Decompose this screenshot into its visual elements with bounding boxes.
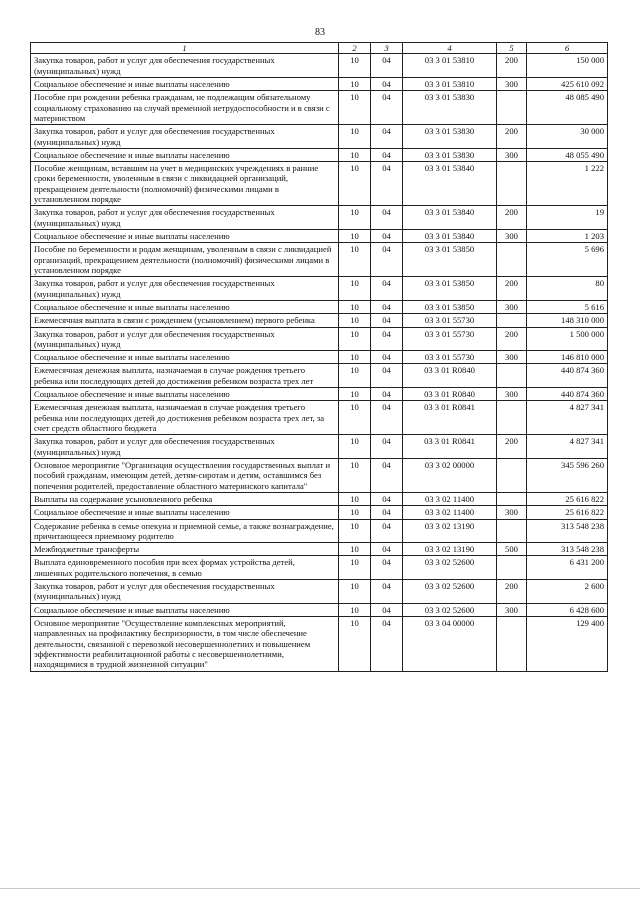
row-name: Закупка товаров, работ и услуг для обеспечения государственных (муниципальных) нужд [31,54,339,78]
row-amount: 313 548 238 [527,519,608,543]
row-name: Закупка товаров, работ и услуг для обеспечения государственных (муниципальных) нужд [31,580,339,604]
table-row [31,580,608,604]
row-section: 10 [339,401,371,435]
table-row [31,401,608,435]
row-expense-type: 200 [497,54,527,78]
row-name: Межбюджетные трансферты [31,543,339,556]
row-subsection: 04 [371,314,403,327]
row-subsection: 04 [371,206,403,230]
row-amount: 30 000 [527,125,608,149]
row-section: 10 [339,243,371,277]
table-row [31,556,608,580]
row-name: Закупка товаров, работ и услуг для обеспечения государственных (муниципальных) нужд [31,125,339,149]
row-target-code: 03 3 01 R0840 [403,364,497,388]
row-expense-type: 200 [497,206,527,230]
row-subsection: 04 [371,492,403,505]
col-header-amount: 6 [527,43,608,54]
row-target-code: 03 3 01 55730 [403,327,497,351]
row-section: 10 [339,277,371,301]
row-section: 10 [339,230,371,243]
table-row [31,77,608,90]
row-target-code: 03 3 01 53840 [403,162,497,206]
row-amount: 4 827 341 [527,401,608,435]
table-row [31,617,608,672]
table-row [31,388,608,401]
row-section: 10 [339,580,371,604]
row-section: 10 [339,543,371,556]
table-row [31,492,608,505]
row-amount: 440 874 360 [527,364,608,388]
row-name: Социальное обеспечение и иные выплаты населению [31,388,339,401]
row-expense-type [497,314,527,327]
row-section: 10 [339,327,371,351]
row-subsection: 04 [371,401,403,435]
row-amount: 440 874 360 [527,388,608,401]
row-amount: 1 203 [527,230,608,243]
row-name: Ежемесячная денежная выплата, назначаемая в случае рождения третьего ребенка или последующих детей до достижения ребенком возраста трех лет [31,364,339,388]
table-row [31,314,608,327]
row-name: Выплата единовременного пособия при всех формах устройства детей, лишенных родительского попечения, в семью [31,556,339,580]
page-number: 83 [315,27,325,38]
row-expense-type: 200 [497,277,527,301]
row-expense-type [497,458,527,492]
row-name: Закупка товаров, работ и услуг для обеспечения государственных (муниципальных) нужд [31,435,339,459]
row-target-code: 03 3 01 R0841 [403,401,497,435]
row-amount: 148 310 000 [527,314,608,327]
row-name: Пособие при рождении ребенка гражданам, не подлежащим обязательному социальному страхованию на случай временной нетрудоспособности и в связи с материнством [31,91,339,125]
row-amount: 150 000 [527,54,608,78]
col-header-section: 2 [339,43,371,54]
row-expense-type: 200 [497,125,527,149]
row-subsection: 04 [371,125,403,149]
row-expense-type [497,492,527,505]
row-target-code: 03 3 02 52600 [403,603,497,616]
row-amount: 425 610 092 [527,77,608,90]
row-target-code: 03 3 02 00000 [403,458,497,492]
row-target-code: 03 3 01 53830 [403,148,497,161]
row-section: 10 [339,300,371,313]
row-target-code: 03 3 01 55730 [403,314,497,327]
row-section: 10 [339,364,371,388]
table-row [31,364,608,388]
row-section: 10 [339,388,371,401]
row-expense-type [497,162,527,206]
row-target-code: 03 3 01 53810 [403,54,497,78]
table-row [31,243,608,277]
row-amount: 4 827 341 [527,435,608,459]
row-subsection: 04 [371,230,403,243]
row-section: 10 [339,77,371,90]
row-name: Социальное обеспечение и иные выплаты населению [31,148,339,161]
row-amount: 48 085 490 [527,91,608,125]
row-target-code: 03 3 02 13190 [403,543,497,556]
row-target-code: 03 3 01 53850 [403,243,497,277]
row-expense-type [497,401,527,435]
row-section: 10 [339,603,371,616]
row-amount: 25 616 822 [527,506,608,519]
col-header-subsection: 3 [371,43,403,54]
row-name: Пособие по беременности и родам женщинам, уволенным в связи с ликвидацией организаций, прекращением деятельности (полномочий) физическими лицами в установленном порядке [31,243,339,277]
row-name: Социальное обеспечение и иные выплаты населению [31,300,339,313]
row-subsection: 04 [371,388,403,401]
table-row [31,543,608,556]
row-expense-type: 300 [497,506,527,519]
row-expense-type [497,364,527,388]
row-amount: 6 428 600 [527,603,608,616]
table-row [31,300,608,313]
row-name: Содержание ребенка в семье опекуна и приемной семье, а также вознаграждение, причитающееся приемному родителю [31,519,339,543]
row-target-code: 03 3 01 R0840 [403,388,497,401]
row-section: 10 [339,519,371,543]
row-name: Ежемесячная денежная выплата, назначаемая в случае рождения третьего ребенка или последующих детей до достижения ребенком возраста трех лет, за счет средств областного бюджета [31,401,339,435]
row-subsection: 04 [371,603,403,616]
row-name: Выплаты на содержание усыновленного ребенка [31,492,339,505]
row-target-code: 03 3 01 R0841 [403,435,497,459]
row-section: 10 [339,435,371,459]
row-expense-type: 300 [497,77,527,90]
row-section: 10 [339,148,371,161]
row-name: Основное мероприятие "Организация осуществления государственных выплат и пособий гражданам, имеющим детей, детям-сиротам и детям, оставшимся без попечения родителей, предоставление областного материнского капитала" [31,458,339,492]
row-amount: 19 [527,206,608,230]
row-amount: 80 [527,277,608,301]
row-target-code: 03 3 01 53840 [403,206,497,230]
row-expense-type [497,556,527,580]
row-amount: 6 431 200 [527,556,608,580]
row-amount: 5 616 [527,300,608,313]
row-section: 10 [339,162,371,206]
row-subsection: 04 [371,519,403,543]
row-amount: 25 616 822 [527,492,608,505]
row-subsection: 04 [371,243,403,277]
row-section: 10 [339,506,371,519]
row-subsection: 04 [371,148,403,161]
row-name: Закупка товаров, работ и услуг для обеспечения государственных (муниципальных) нужд [31,327,339,351]
page-bottom-divider [0,888,640,889]
row-amount: 345 596 260 [527,458,608,492]
row-expense-type [497,519,527,543]
row-section: 10 [339,351,371,364]
col-header-name: 1 [31,43,339,54]
row-subsection: 04 [371,351,403,364]
row-expense-type: 200 [497,580,527,604]
row-target-code: 03 3 02 52600 [403,580,497,604]
row-name: Социальное обеспечение и иные выплаты населению [31,77,339,90]
row-subsection: 04 [371,556,403,580]
row-name: Социальное обеспечение и иные выплаты населению [31,230,339,243]
table-row [31,277,608,301]
table-row [31,603,608,616]
row-target-code: 03 3 01 53810 [403,77,497,90]
table-row [31,435,608,459]
row-name: Ежемесячная выплата в связи с рождением (усыновлением) первого ребенка [31,314,339,327]
row-subsection: 04 [371,277,403,301]
row-target-code: 03 3 02 11400 [403,492,497,505]
row-name: Социальное обеспечение и иные выплаты населению [31,506,339,519]
table-row [31,327,608,351]
row-subsection: 04 [371,543,403,556]
table-row [31,54,608,78]
row-expense-type: 500 [497,543,527,556]
row-section: 10 [339,314,371,327]
header-row [31,43,608,54]
row-expense-type: 200 [497,327,527,351]
col-header-target-code: 4 [403,43,497,54]
row-subsection: 04 [371,364,403,388]
row-subsection: 04 [371,327,403,351]
row-section: 10 [339,458,371,492]
row-expense-type: 300 [497,388,527,401]
row-subsection: 04 [371,580,403,604]
row-target-code: 03 3 01 53840 [403,230,497,243]
row-section: 10 [339,125,371,149]
row-subsection: 04 [371,162,403,206]
table-row [31,206,608,230]
row-amount: 129 400 [527,617,608,672]
table-row [31,458,608,492]
table-row [31,162,608,206]
row-expense-type: 300 [497,351,527,364]
table-row [31,519,608,543]
row-section: 10 [339,492,371,505]
row-expense-type [497,243,527,277]
row-subsection: 04 [371,54,403,78]
row-target-code: 03 3 02 11400 [403,506,497,519]
row-amount: 1 500 000 [527,327,608,351]
row-name: Закупка товаров, работ и услуг для обеспечения государственных (муниципальных) нужд [31,277,339,301]
table-row [31,125,608,149]
row-target-code: 03 3 01 53830 [403,125,497,149]
table-row [31,230,608,243]
row-expense-type [497,617,527,672]
row-subsection: 04 [371,506,403,519]
row-target-code: 03 3 01 53850 [403,300,497,313]
row-section: 10 [339,91,371,125]
row-subsection: 04 [371,91,403,125]
row-amount: 313 548 238 [527,543,608,556]
col-header-expense-type: 5 [497,43,527,54]
budget-table [30,42,608,672]
row-amount: 1 222 [527,162,608,206]
row-expense-type: 200 [497,435,527,459]
row-expense-type: 300 [497,230,527,243]
row-expense-type: 300 [497,148,527,161]
row-name: Основное мероприятие "Осуществление комплексных мероприятий, направленных на профилактику беспризорности, в том числе обеспечение деятельности, связанной с перевозкой несовершеннолетних и повышением эффективности реабилитационной работы с несовершеннолетними, находящимися в трудной жизненной ситуации" [31,617,339,672]
table-row [31,148,608,161]
table-row [31,351,608,364]
row-subsection: 04 [371,617,403,672]
row-target-code: 03 3 02 52600 [403,556,497,580]
row-subsection: 04 [371,77,403,90]
row-name: Социальное обеспечение и иные выплаты населению [31,603,339,616]
row-section: 10 [339,206,371,230]
row-section: 10 [339,54,371,78]
row-target-code: 03 3 01 53850 [403,277,497,301]
row-section: 10 [339,556,371,580]
row-subsection: 04 [371,458,403,492]
row-expense-type [497,91,527,125]
row-name: Пособие женщинам, вставшим на учет в медицинских учреждениях в ранние сроки беременности, уволенным в связи с ликвидацией организаций, прекращением деятельности (полномочий) физическими лицами в установленном порядке [31,162,339,206]
row-target-code: 03 3 04 00000 [403,617,497,672]
row-amount: 2 600 [527,580,608,604]
row-section: 10 [339,617,371,672]
row-amount: 5 696 [527,243,608,277]
table-row [31,506,608,519]
row-target-code: 03 3 02 13190 [403,519,497,543]
row-amount: 48 055 490 [527,148,608,161]
row-subsection: 04 [371,435,403,459]
row-target-code: 03 3 01 53830 [403,91,497,125]
row-name: Закупка товаров, работ и услуг для обеспечения государственных (муниципальных) нужд [31,206,339,230]
table-row [31,91,608,125]
row-expense-type: 300 [497,603,527,616]
table-body [31,54,608,671]
row-amount: 146 810 000 [527,351,608,364]
row-target-code: 03 3 01 55730 [403,351,497,364]
row-name: Социальное обеспечение и иные выплаты населению [31,351,339,364]
row-expense-type: 300 [497,300,527,313]
row-subsection: 04 [371,300,403,313]
